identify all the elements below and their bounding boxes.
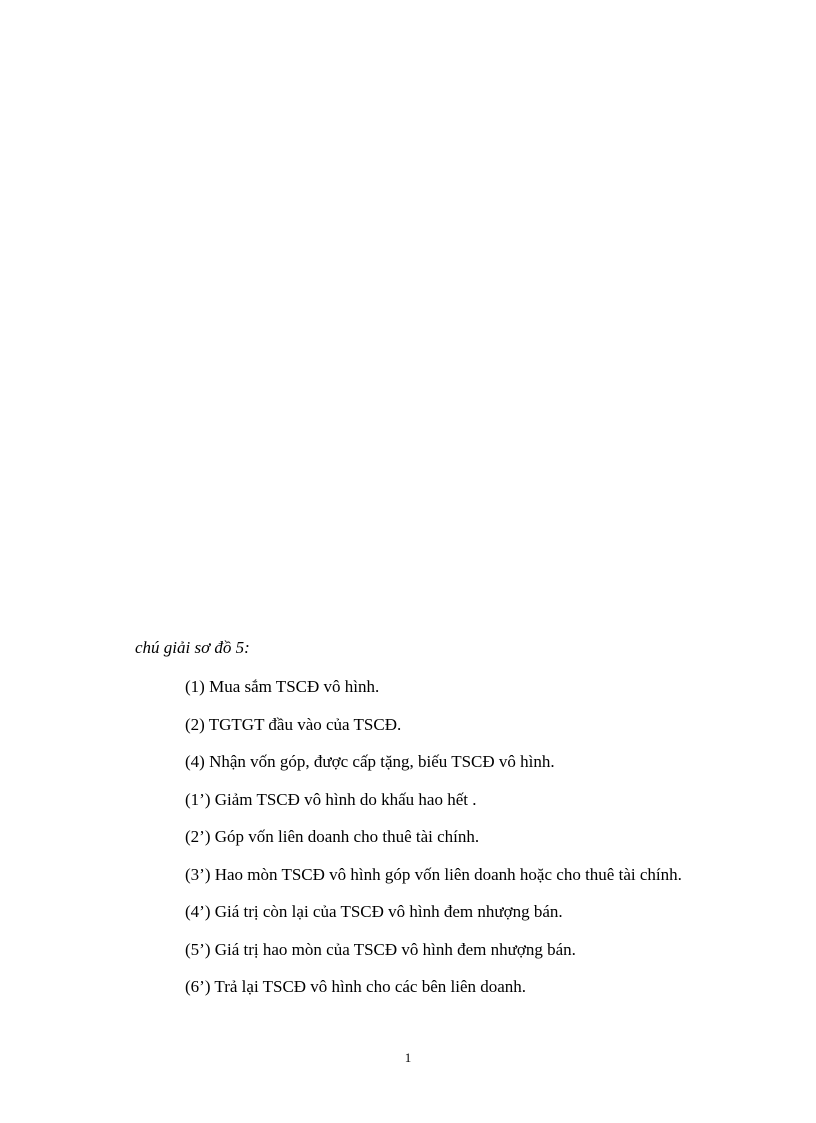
legend-list xyxy=(185,675,682,1013)
legend-heading: chú giải sơ đồ 5: xyxy=(135,638,250,657)
legend-item: (1’) Giảm TSCĐ vô hình do khấu hao hết . xyxy=(185,789,477,809)
legend-item: (3’) Hao mòn TSCĐ vô hình góp vốn liên doanh hoặc cho thuê tài chính. xyxy=(185,864,682,884)
page-number: 1 xyxy=(404,1050,412,1065)
legend-item: (2) TGTGT đầu vào của TSCĐ. xyxy=(185,714,402,734)
legend-item: (6’) Trả lại TSCĐ vô hình cho các bên liên doanh. xyxy=(185,977,527,996)
legend-item: (4’) Giá trị còn lại của TSCĐ vô hình đem nhượng bán. xyxy=(185,902,563,921)
legend-item: (4) Nhận vốn góp, được cấp tặng, biếu TSCĐ vô hình. xyxy=(185,752,555,771)
legend-item: (5’) Giá trị hao mòn của TSCĐ vô hình đem nhượng bán. xyxy=(185,939,576,959)
legend-item: (2’) Góp vốn liên doanh cho thuê tài chính. xyxy=(185,827,480,846)
legend-item: (1) Mua sắm TSCĐ vô hình. xyxy=(185,677,380,696)
